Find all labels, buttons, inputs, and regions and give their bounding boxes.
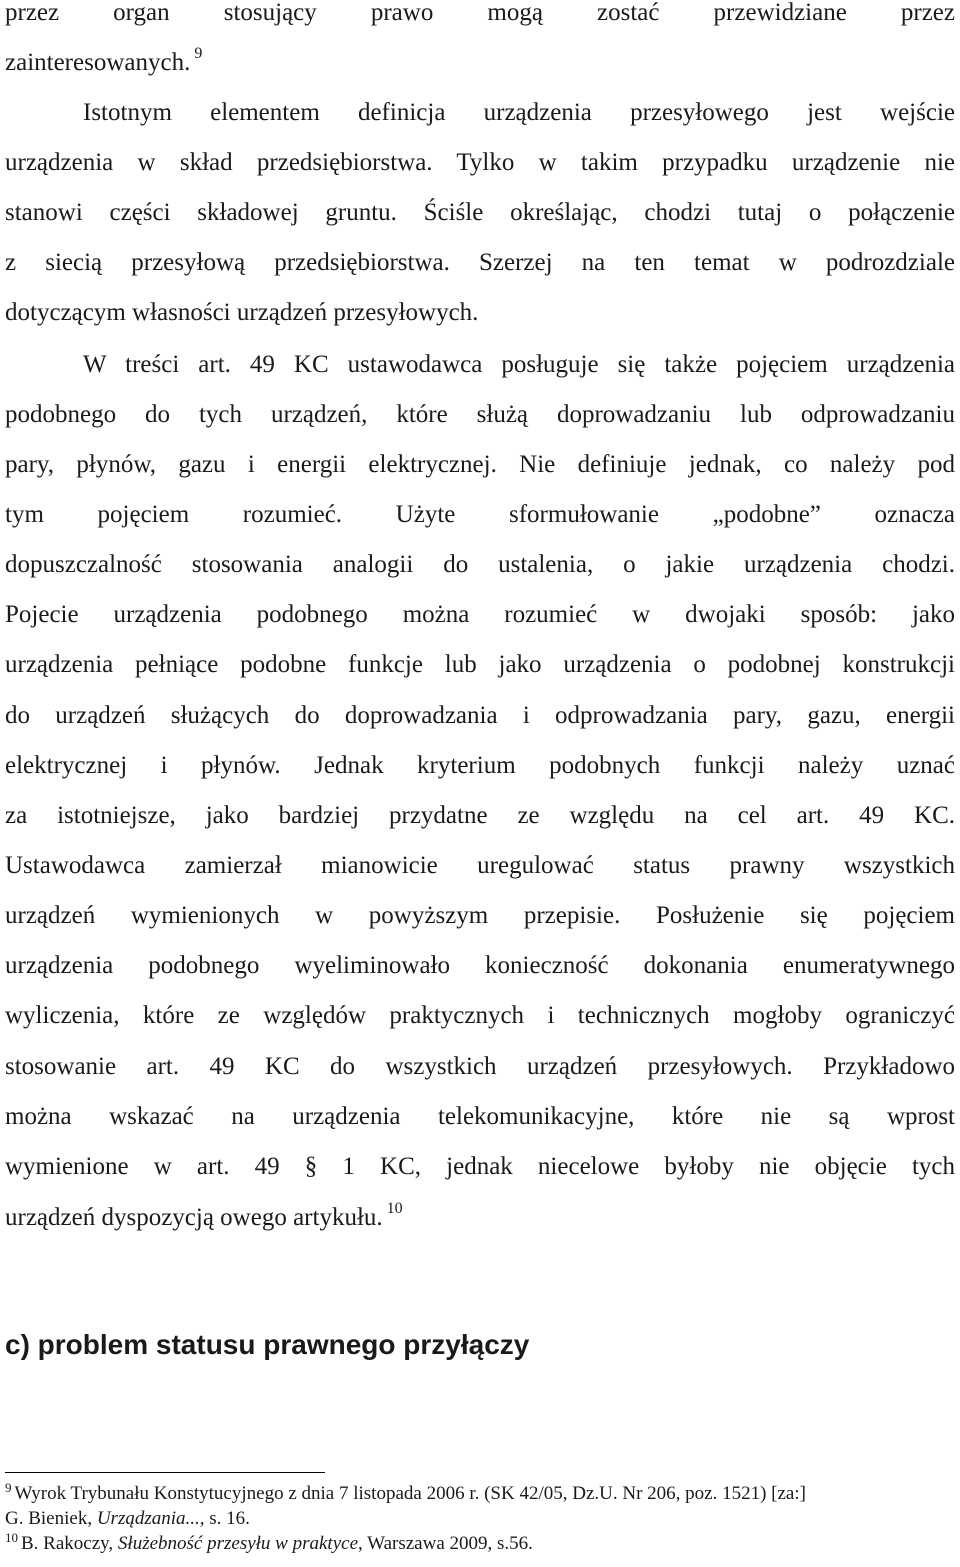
- body-line: wymienione w art. 49 § 1 KC, jednak niecelowe byłoby nie objęcie tych: [5, 1153, 955, 1180]
- body-line: elektrycznej i płynów. Jednak kryterium podobnych funkcji należy uznać: [5, 752, 955, 779]
- footnote-9: $^9$ Wyrok Trybunału Konstytucyjnego z dnia 7 listopada 2006 r. (SK 42/05, Dz.U. Nr 206, poz. 1521) [za:]: [5, 1480, 806, 1504]
- body-line: wyliczenia, które ze względów praktycznych i technicznych mogłoby ograniczyć: [5, 1002, 955, 1029]
- footnote-ref[interactable]: 10: [386, 1200, 403, 1217]
- body-line: tym pojęciem rozumieć. Użyte sformułowanie „podobne” oznacza: [5, 501, 955, 528]
- footnote-separator: [5, 1472, 325, 1473]
- footnote-number: 9: [5, 1480, 12, 1495]
- body-line: stanowi części składowej gruntu. Ściśle określając, chodzi tutaj o połączenie: [5, 199, 955, 226]
- body-line: za istotniejsze, jako bardziej przydatne ze względu na cel art. 49 KC.: [5, 802, 955, 829]
- footnote-number: 10: [5, 1530, 18, 1545]
- paragraph-start-line: W treści art. 49 KC ustawodawca posługuje się także pojęciem urządzenia: [83, 351, 955, 378]
- body-line: Pojecie urządzenia podobnego można rozumieć w dwojaki sposób: jako: [5, 601, 955, 628]
- paragraph-start-line: Istotnym elementem definicja urządzenia przesyłowego jest wejście: [83, 99, 955, 126]
- body-line: urządzenia pełniące podobne funkcje lub jako urządzenia o podobnej konstrukcji: [5, 651, 955, 678]
- body-line: pary, płynów, gazu i energii elektrycznej. Nie definiuje jednak, co należy pod: [5, 451, 955, 478]
- body-line: podobnego do tych urządzeń, które służą doprowadzaniu lub odprowadzaniu: [5, 401, 955, 428]
- footnote-9-continuation: G. Bieniek, Urządzania..., s. 16.: [5, 1508, 250, 1529]
- body-line: dopuszczalność stosowania analogii do ustalenia, o jakie urządzenia chodzi.: [5, 551, 955, 578]
- footnote-ref[interactable]: 9: [194, 45, 203, 62]
- body-line: do urządzeń służących do doprowadzania i odprowadzania pary, gazu, energii: [5, 702, 955, 729]
- body-line: zainteresowanych. $^9$: [5, 45, 203, 76]
- body-line: urządzeń dyspozycją owego artykułu. $^{10}$: [5, 1200, 403, 1231]
- body-line: dotyczącym własności urządzeń przesyłowych.: [5, 299, 479, 326]
- body-line: urządzeń wymienionych w powyższym przepisie. Posłużenie się pojęciem: [5, 902, 955, 929]
- body-line: przez organ stosujący prawo mogą zostać przewidziane przez: [5, 0, 955, 26]
- body-line: urządzenia w skład przedsiębiorstwa. Tylko w takim przypadku urządzenie nie: [5, 149, 955, 176]
- body-line: stosowanie art. 49 KC do wszystkich urządzeń przesyłowych. Przykładowo: [5, 1053, 955, 1080]
- footnote-10: $^{10}$ B. Rakoczy, Służebność przesyłu w praktyce, Warszawa 2009, s.56.: [5, 1530, 533, 1554]
- body-line: urządzenia podobnego wyeliminowało konieczność dokonania enumeratywnego: [5, 952, 955, 979]
- section-heading: c) problem statusu prawnego przyłączy: [5, 1329, 530, 1360]
- body-line: można wskazać na urządzenia telekomunikacyjne, które nie są wprost: [5, 1103, 955, 1130]
- body-line: z siecią przesyłową przedsiębiorstwa. Szerzej na ten temat w podrozdziale: [5, 249, 955, 276]
- body-line: Ustawodawca zamierzał mianowicie uregulować status prawny wszystkich: [5, 852, 955, 879]
